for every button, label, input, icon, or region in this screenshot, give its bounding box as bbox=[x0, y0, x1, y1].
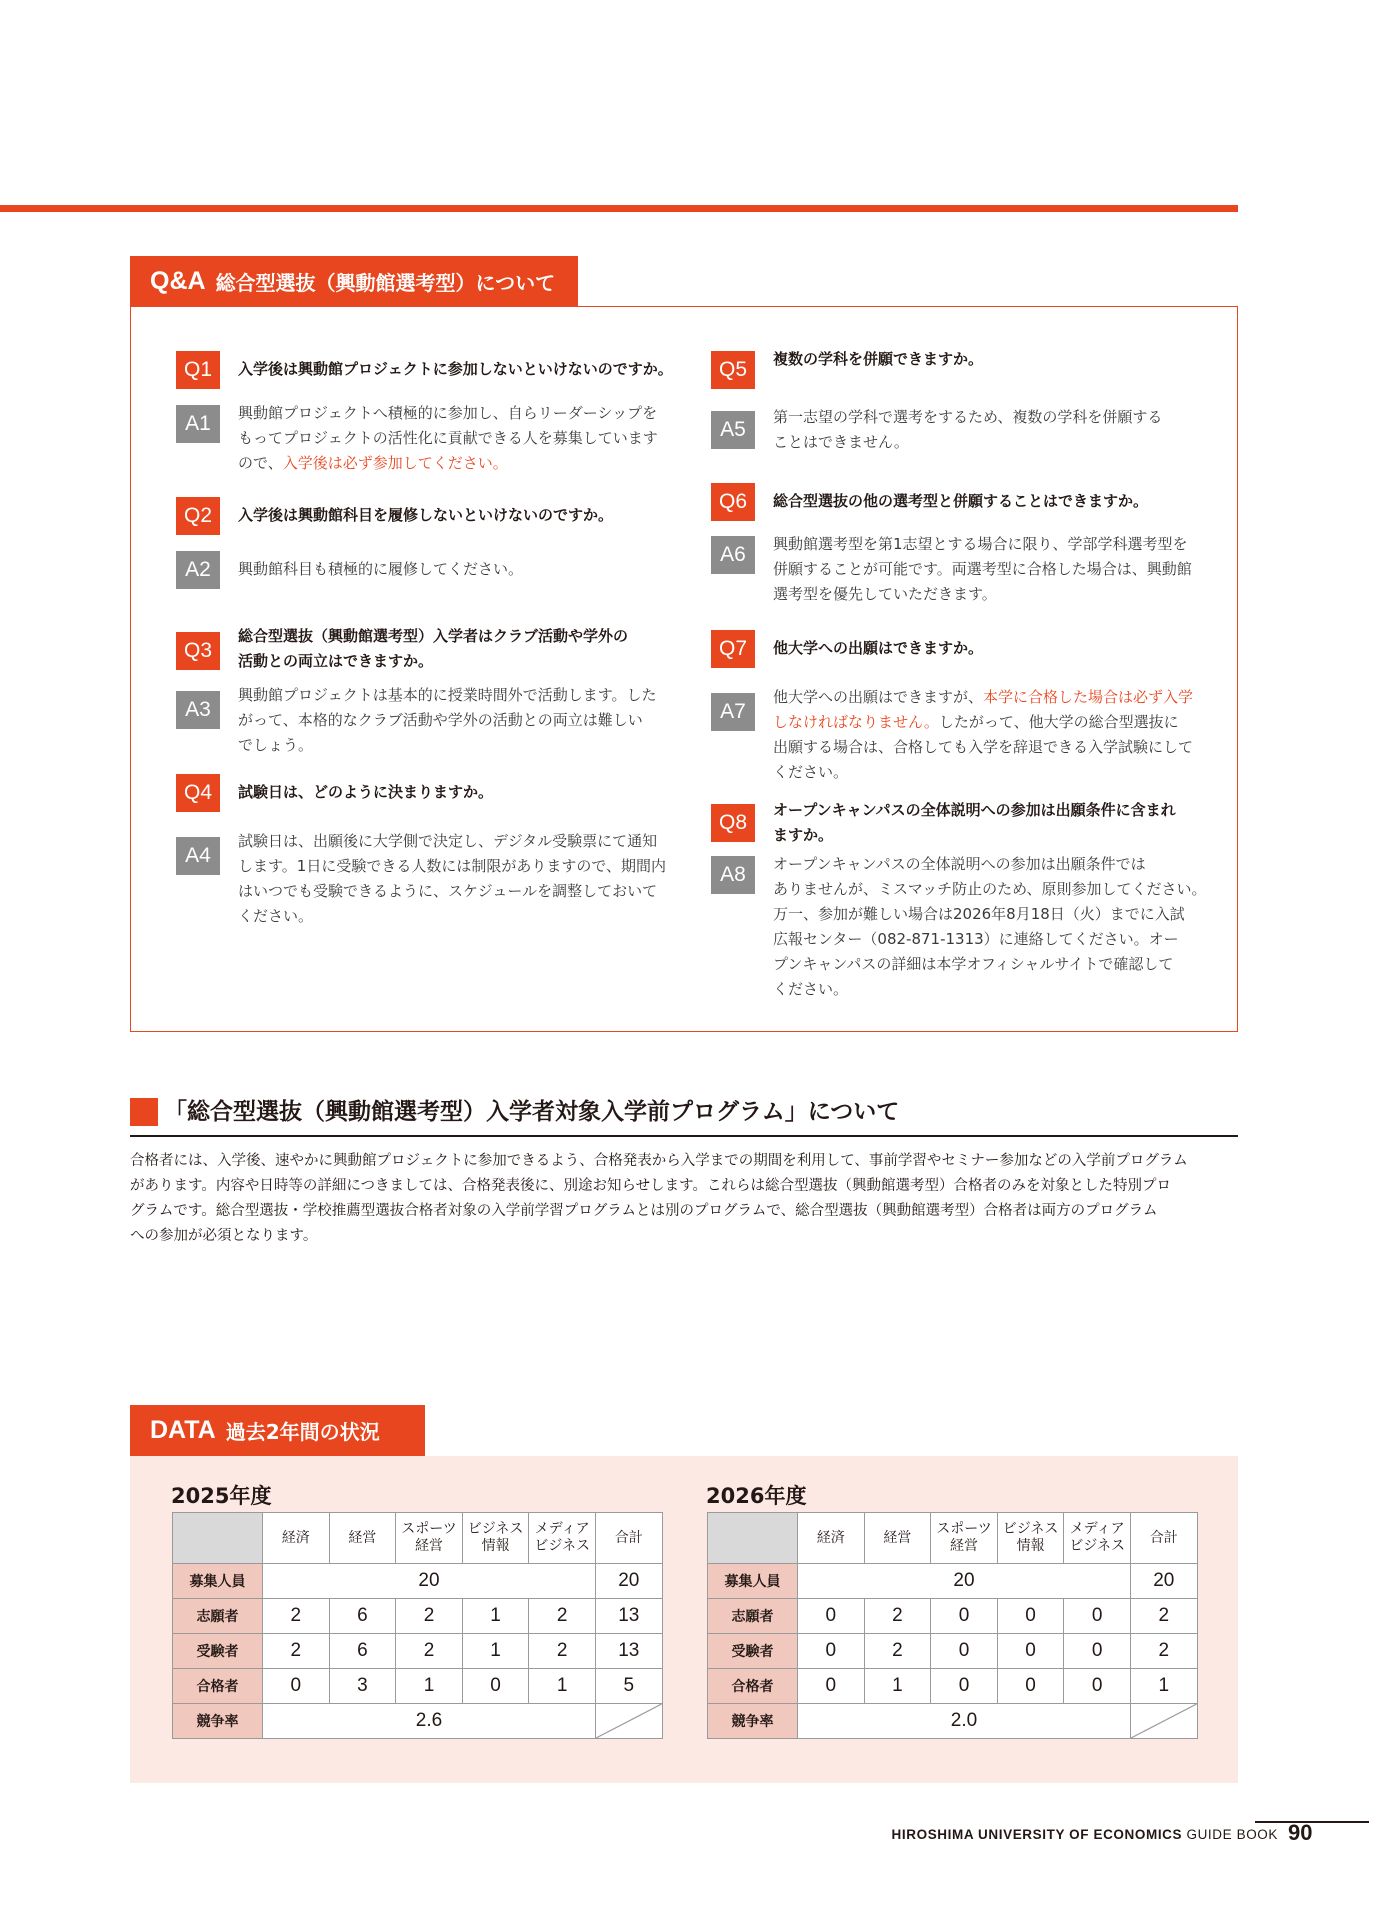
table-cell: 0 bbox=[462, 1669, 529, 1704]
table-cell: 0 bbox=[997, 1669, 1064, 1704]
table-cell: 20 bbox=[263, 1564, 596, 1599]
q-badge: Q7 bbox=[711, 630, 755, 668]
table-row bbox=[173, 1669, 663, 1704]
answer-text: オープンキャンパスの全体説明への参加は出願条件では ありませんが、ミスマッチ防止のため、原則参加してください。 万一、参加が難しい場合は2026年8月18日（火）までに入試 広報センター（082-871-1313）に連絡してください。オー プンキャンパスの詳細は本学オフィシャルサイトで確認して ください。 bbox=[773, 855, 1207, 998]
qa-a4 bbox=[176, 829, 666, 929]
section-marker bbox=[130, 1098, 158, 1126]
table-row bbox=[173, 1564, 663, 1599]
table-cell: 2 bbox=[1130, 1634, 1197, 1669]
header-corner bbox=[173, 1513, 263, 1564]
table-cell: 0 bbox=[997, 1634, 1064, 1669]
table-cell: 13 bbox=[595, 1634, 662, 1669]
row-label: 募集人員 bbox=[173, 1564, 263, 1599]
row-label: 志願者 bbox=[708, 1599, 798, 1634]
year-title-2025: 2025年度 bbox=[171, 1484, 272, 1508]
col-header: 経営 bbox=[329, 1513, 396, 1564]
table-cell: 3 bbox=[329, 1669, 396, 1704]
question-text: オープンキャンパスの全体説明への参加は出願条件に含まれ ますか。 bbox=[773, 801, 1176, 844]
table-cell: 20 bbox=[1130, 1564, 1197, 1599]
table-cell: 0 bbox=[798, 1634, 865, 1669]
data-tab-title: 過去2年間の状況 bbox=[225, 1420, 380, 1444]
table-cell: 6 bbox=[329, 1634, 396, 1669]
table-cell: 2 bbox=[263, 1599, 330, 1634]
program-title: 「総合型選抜（興動館選考型）入学者対象入学前プログラム」について bbox=[164, 1099, 900, 1125]
data-tab-label: DATA bbox=[150, 1416, 216, 1444]
row-label: 競争率 bbox=[708, 1704, 798, 1739]
qa-q5 bbox=[711, 351, 983, 389]
table-cell: 20 bbox=[798, 1564, 1131, 1599]
qa-a1 bbox=[176, 405, 658, 476]
qa-q7 bbox=[711, 630, 983, 668]
table-cell: 20 bbox=[595, 1564, 662, 1599]
row-label: 志願者 bbox=[173, 1599, 263, 1634]
program-body: 合格者には、入学後、速やかに興動館プロジェクトに参加できるよう、合格発表から入学までの期間を利用して、事前学習やセミナー参加などの入学前プログラム があります。内容や日時等の詳細につきましては、合格発表後に、別途お知らせします。これらは総合型選抜（興動館選考型）合格者のみを対象とした特別プロ グラムです。総合型選抜・学校推薦型選抜合格者対象の入学前学習プログラムとは別のプログラムで、総合型選抜（興動館選考型）合格者は両方のプログラム への参加が必須となります。 bbox=[130, 1153, 1188, 1244]
question-text: 総合型選抜の他の選考型と併願することはできますか。 bbox=[773, 492, 1149, 510]
table-cell: 2 bbox=[396, 1599, 463, 1634]
qa-section-tab bbox=[130, 256, 578, 306]
table-row bbox=[173, 1599, 663, 1634]
program-title-rule bbox=[130, 1135, 1238, 1137]
qa-q1 bbox=[176, 351, 673, 389]
table-cell: 13 bbox=[595, 1599, 662, 1634]
q-badge: Q5 bbox=[711, 351, 755, 389]
qa-q8 bbox=[711, 798, 1176, 848]
a-badge: A6 bbox=[711, 536, 755, 574]
a-badge: A7 bbox=[711, 693, 755, 731]
q-badge: Q8 bbox=[711, 804, 755, 842]
answer-text: 試験日は、出願後に大学側で決定し、デジタル受験票にて通知 します。1日に受験できる人数には制限がありますので、期間内 はいつでも受験できるように、スケジュールを調整しておいて ください。 bbox=[238, 832, 667, 925]
a-badge: A5 bbox=[711, 411, 755, 449]
qa-a5 bbox=[711, 408, 1163, 455]
table-row bbox=[173, 1704, 663, 1739]
answer-text: 他大学への出願はできますが、本学に合格した場合は必ず入学 しなければなりません。したがって、他大学の総合型選抜に 出願する場合は、合格しても入学を辞退できる入学試験にして ください。 bbox=[773, 688, 1194, 781]
table-cell: 0 bbox=[263, 1669, 330, 1704]
table-cell: 0 bbox=[1064, 1634, 1131, 1669]
answer-text: 興動館プロジェクトは基本的に授業時間外で活動します。した がって、本格的なクラブ活動や学外の活動との両立は難しい でしょう。 bbox=[238, 686, 657, 754]
a-badge: A1 bbox=[176, 405, 220, 443]
stats-table-2026 bbox=[707, 1512, 1198, 1739]
table-cell: 0 bbox=[798, 1669, 865, 1704]
q-badge: Q6 bbox=[711, 483, 755, 521]
qa-a8 bbox=[711, 852, 1207, 1002]
stats-table-2025 bbox=[172, 1512, 663, 1739]
col-header: メディア ビジネス bbox=[1064, 1513, 1131, 1564]
qa-tab-label: Q&A bbox=[150, 266, 206, 295]
table-row bbox=[708, 1564, 1198, 1599]
answer-highlight: 本学に合格した場合は必ず入学 bbox=[983, 688, 1194, 706]
table-cell: 1 bbox=[864, 1669, 931, 1704]
question-text: 入学後は興動館プロジェクトに参加しないといけないのですか。 bbox=[238, 360, 673, 378]
table-cell: 2 bbox=[396, 1634, 463, 1669]
answer-highlight: しなければなりません。 bbox=[773, 713, 939, 731]
top-accent-rule bbox=[0, 205, 1238, 212]
col-header: 合計 bbox=[595, 1513, 662, 1564]
row-label: 競争率 bbox=[173, 1704, 263, 1739]
qa-a6 bbox=[711, 536, 1192, 607]
table-cell: 0 bbox=[931, 1669, 998, 1704]
a-badge: A2 bbox=[176, 551, 220, 589]
a-badge: A3 bbox=[176, 691, 220, 729]
table-cell: 0 bbox=[798, 1599, 865, 1634]
data-section-tab bbox=[130, 1405, 425, 1456]
answer-highlight: 入学後は必ず参加してください。 bbox=[282, 454, 508, 472]
question-text: 複数の学科を併願できますか。 bbox=[773, 350, 984, 368]
table-cell: 2 bbox=[263, 1634, 330, 1669]
table-cell: 2 bbox=[1130, 1599, 1197, 1634]
table-cell: 2.0 bbox=[798, 1704, 1131, 1739]
question-text: 他大学への出願はできますか。 bbox=[773, 639, 984, 657]
table-cell: 1 bbox=[529, 1669, 596, 1704]
table-cell: 0 bbox=[1064, 1669, 1131, 1704]
table-cell: 1 bbox=[1130, 1669, 1197, 1704]
row-label: 合格者 bbox=[708, 1669, 798, 1704]
col-header: メディア ビジネス bbox=[529, 1513, 596, 1564]
row-label: 受験者 bbox=[173, 1634, 263, 1669]
answer-text: 興動館選考型を第1志望とする場合に限り、学部学科選考型を 併願することが可能です。両選考型に合格した場合は、興動館 選考型を優先していただきます。 bbox=[773, 535, 1192, 603]
table-cell: 2 bbox=[529, 1634, 596, 1669]
table-cell: 0 bbox=[931, 1599, 998, 1634]
qa-a3 bbox=[176, 683, 657, 758]
a-badge: A8 bbox=[711, 856, 755, 894]
col-header: 合計 bbox=[1130, 1513, 1197, 1564]
diagonal-cell bbox=[1130, 1704, 1197, 1739]
qa-q2 bbox=[176, 497, 613, 535]
qa-tab-title: 総合型選抜（興動館選考型）について bbox=[215, 270, 556, 295]
table-row bbox=[708, 1704, 1198, 1739]
table-cell: 2 bbox=[864, 1634, 931, 1669]
col-header: スポーツ 経営 bbox=[396, 1513, 463, 1564]
col-header: ビジネス 情報 bbox=[462, 1513, 529, 1564]
answer-text: 興動館科目も積極的に履修してください。 bbox=[238, 560, 524, 578]
a-badge: A4 bbox=[176, 837, 220, 875]
qa-q6 bbox=[711, 483, 1148, 521]
row-label: 募集人員 bbox=[708, 1564, 798, 1599]
col-header: ビジネス 情報 bbox=[997, 1513, 1064, 1564]
footer-label: HIROSHIMA UNIVERSITY OF ECONOMICS GUIDE BOOK bbox=[891, 1827, 1278, 1842]
answer-text: 興動館プロジェクトへ積極的に参加し、自らリーダーシップを もってプロジェクトの活性化に貢献できる人を募集しています ので、入学後は必ず参加してください。 bbox=[238, 404, 658, 472]
table-cell: 6 bbox=[329, 1599, 396, 1634]
table-cell: 0 bbox=[1064, 1599, 1131, 1634]
table-cell: 5 bbox=[595, 1669, 662, 1704]
table-cell: 0 bbox=[997, 1599, 1064, 1634]
qa-q3 bbox=[176, 624, 628, 674]
qa-a2 bbox=[176, 551, 523, 589]
col-header: 経済 bbox=[798, 1513, 865, 1564]
table-cell: 2 bbox=[864, 1599, 931, 1634]
question-text: 入学後は興動館科目を履修しないといけないのですか。 bbox=[238, 506, 614, 524]
question-text: 総合型選抜（興動館選考型）入学者はクラブ活動や学外の 活動との両立はできますか。 bbox=[238, 627, 629, 670]
table-cell: 2 bbox=[529, 1599, 596, 1634]
year-title-2026: 2026年度 bbox=[706, 1484, 807, 1508]
col-header: 経営 bbox=[864, 1513, 931, 1564]
diagonal-cell bbox=[595, 1704, 662, 1739]
answer-text: 第一志望の学科で選考をするため、複数の学科を併願する ことはできません。 bbox=[773, 408, 1163, 451]
qa-a7 bbox=[711, 685, 1193, 785]
page-number: 90 bbox=[1288, 1820, 1313, 1845]
col-header: スポーツ 経営 bbox=[931, 1513, 998, 1564]
table-cell: 2.6 bbox=[263, 1704, 596, 1739]
table-row bbox=[708, 1669, 1198, 1704]
table-row bbox=[708, 1599, 1198, 1634]
table-cell: 0 bbox=[931, 1634, 998, 1669]
table-row bbox=[173, 1634, 663, 1669]
table-row bbox=[708, 1634, 1198, 1669]
table-cell: 1 bbox=[462, 1634, 529, 1669]
q-badge: Q1 bbox=[176, 351, 220, 389]
q-badge: Q4 bbox=[176, 774, 220, 812]
qa-q4 bbox=[176, 774, 493, 812]
row-label: 合格者 bbox=[173, 1669, 263, 1704]
q-badge: Q2 bbox=[176, 497, 220, 535]
row-label: 受験者 bbox=[708, 1634, 798, 1669]
col-header: 経済 bbox=[263, 1513, 330, 1564]
header-corner bbox=[708, 1513, 798, 1564]
question-text: 試験日は、どのように決まりますか。 bbox=[238, 783, 494, 801]
table-cell: 1 bbox=[396, 1669, 463, 1704]
q-badge: Q3 bbox=[176, 632, 220, 670]
table-cell: 1 bbox=[462, 1599, 529, 1634]
